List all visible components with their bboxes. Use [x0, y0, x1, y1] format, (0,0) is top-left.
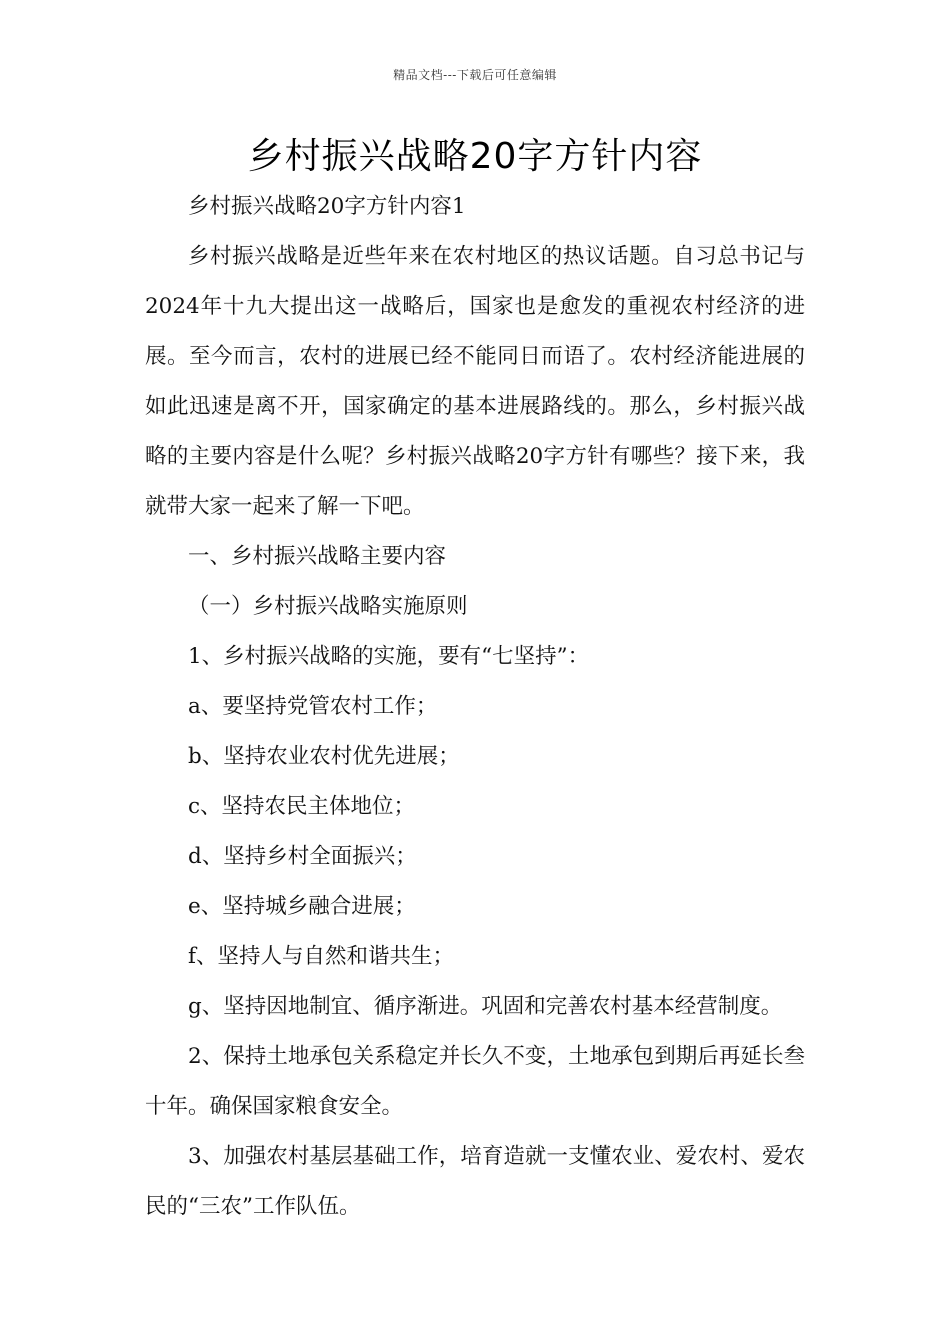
paragraph: 3、加强农村基层基础工作，培育造就一支懂农业、爱农村、爱农民的“三农”工作队伍。: [145, 1144, 805, 1219]
paragraph-subtitle: 乡村振兴战略20字方针内容1: [188, 194, 466, 219]
header-note: 精品文档---下载后可任意编辑: [393, 68, 557, 82]
list-item: a、要坚持党管农村工作；: [188, 694, 438, 719]
list-item: c、坚持农民主体地位；: [188, 794, 416, 819]
list-item: b、坚持农业农村优先进展；: [188, 744, 460, 769]
list-item: e、坚持城乡融合进展；: [188, 894, 416, 919]
list-item: d、坚持乡村全面振兴；: [188, 844, 417, 869]
document-title: 乡村振兴战略20字方针内容: [247, 136, 703, 177]
paragraph-intro: 乡村振兴战略是近些年来在农村地区的热议话题。自习总书记与2024年十九大提出这一战略后，国家也是愈发的重视农村经济的进展。至今而言，农村的进展已经不能同日而语了。农村经济能进展的如此迅速是离不开，国家确定的基本进展路线的。那么，乡村振兴战略的主要内容是什么呢？乡村振兴战略20字方针有哪些？接下来，我就带大家一起来了解一下吧。: [145, 244, 805, 519]
section-heading: 一、乡村振兴战略主要内容: [188, 544, 447, 569]
list-item: g、坚持因地制宜、循序渐进。巩固和完善农村基本经营制度。: [188, 994, 783, 1019]
document-body: [145, 182, 805, 1232]
paragraph: 2、保持土地承包关系稳定并长久不变，土地承包到期后再延长叁十年。确保国家粮食安全。: [145, 1044, 805, 1119]
subsection-heading: （一）乡村振兴战略实施原则: [188, 594, 468, 619]
list-item: 1、乡村振兴战略的实施，要有“七坚持”：: [188, 644, 590, 669]
list-item: f、坚持人与自然和谐共生；: [188, 944, 454, 969]
